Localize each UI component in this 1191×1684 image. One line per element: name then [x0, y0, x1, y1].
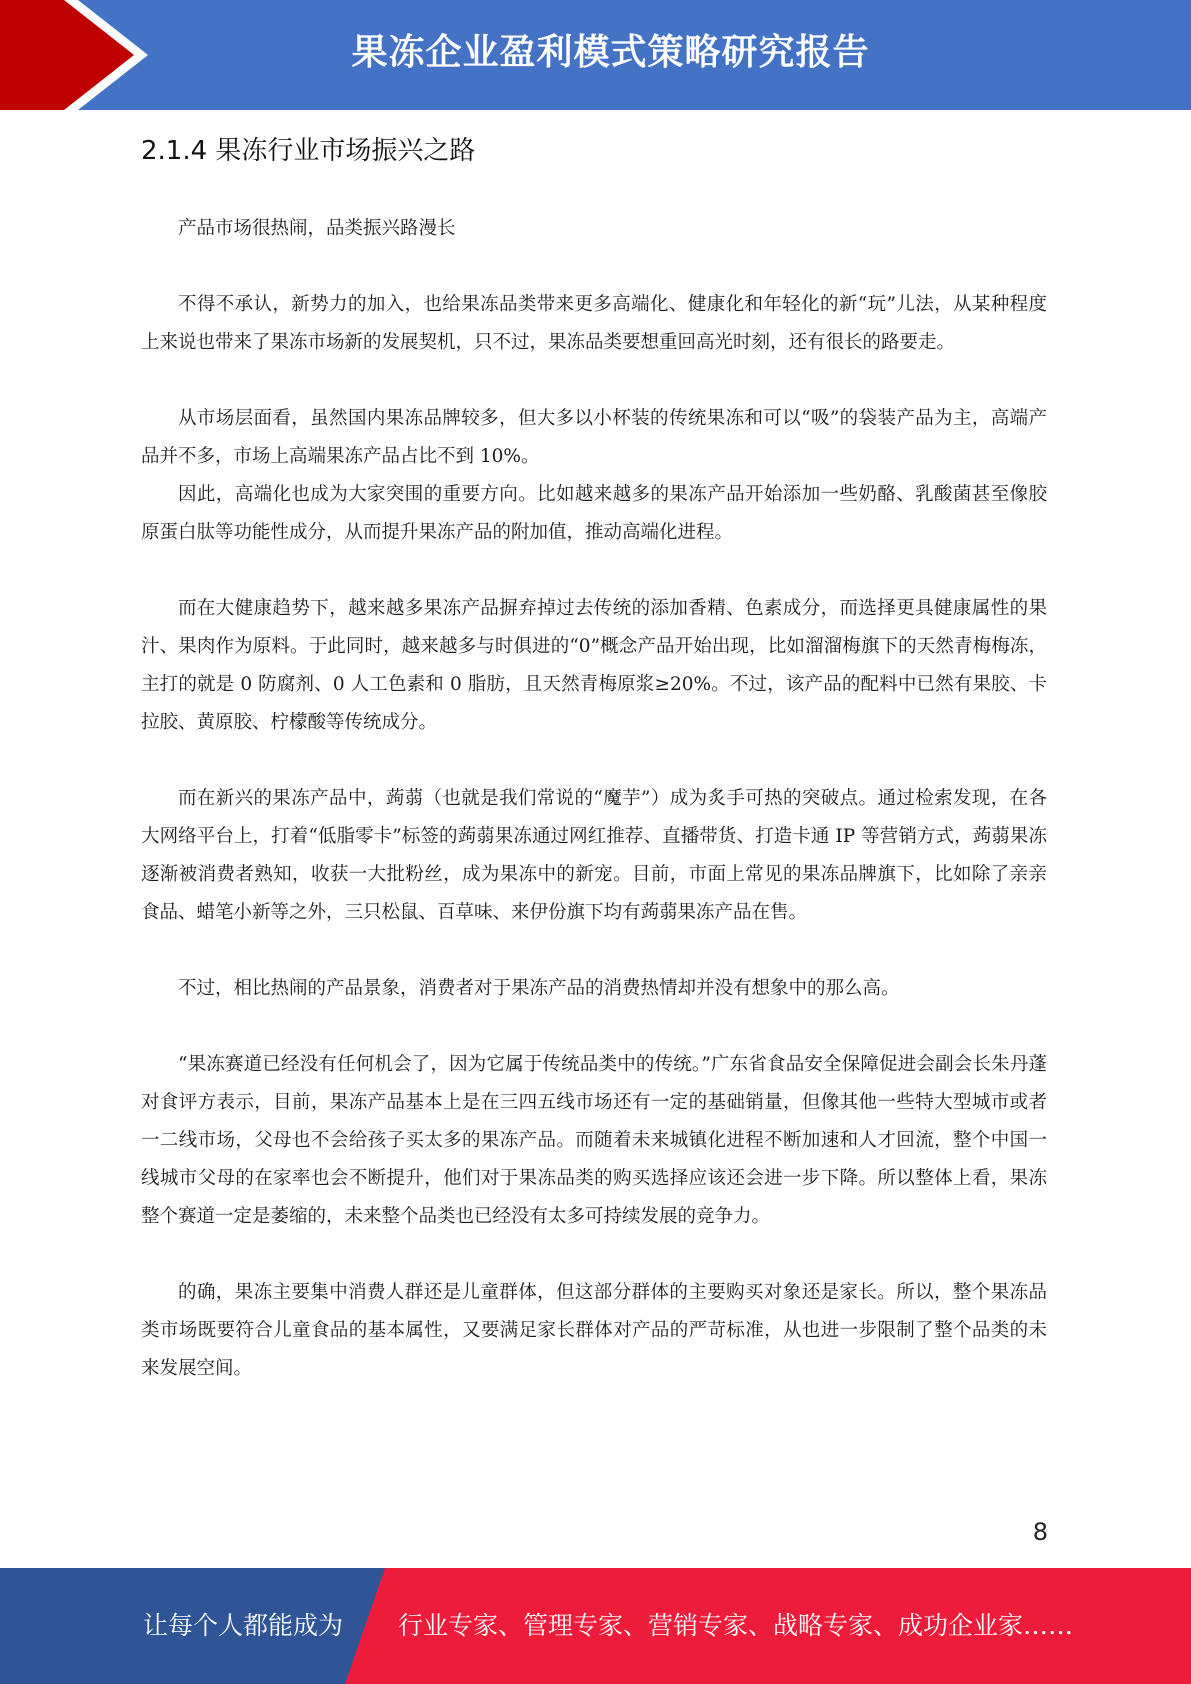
paragraph: 因此，高端化也成为大家突围的重要方向。比如越来越多的果冻产品开始添加一些奶酪、乳酸菌甚至像胶原蛋白肽等功能性成分，从而提升果冻产品的附加值，推动高端化进程。	[141, 484, 1047, 543]
page-number: 8	[1032, 1518, 1048, 1546]
footer-slogan-left: 让每个人都能成为	[143, 1611, 344, 1640]
paragraph: 产品市场很热闹，品类振兴路漫长	[178, 218, 456, 239]
paragraph: “果冻赛道已经没有任何机会了，因为它属于传统品类中的传统。”广东省食品安全保障促进会副会长朱丹蓬对食评方表示，目前，果冻产品基本上是在三四五线市场还有一定的基础销量，但像其他一些特大型城市或者一二线市场，父母也不会给孩子买太多的果冻产品。而随着未来城镇化进程不断加速和人才回流，整个中国一线城市父母的在家率也会不断提升，他们对于果冻品类的购买选择应该还会进一步下降。所以整体上看，果冻整个赛道一定是萎缩的，未来整个品类也已经没有太多可持续发展的竞争力。	[141, 1054, 1047, 1227]
page-footer	[0, 1568, 1191, 1684]
section-heading: 2.1.4 果冻行业市场振兴之路	[141, 136, 476, 166]
page-header	[0, 0, 1191, 110]
footer-slogan-right: 行业专家、管理专家、营销专家、战略专家、成功企业家……	[398, 1611, 1074, 1640]
paragraph: 而在大健康趋势下，越来越多果冻产品摒弃掉过去传统的添加香精、色素成分，而选择更具健康属性的果汁、果肉作为原料。于此同时，越来越多与时俱进的“0”概念产品开始出现，比如溜溜梅旗下的天然青梅梅冻，主打的就是 0 防腐剂、0 人工色素和 0 脂肪，且天然青梅原浆≥20%。不过，该产品的配料中已然有果胶、卡拉胶、黄原胶、柠檬酸等传统成分。	[141, 598, 1047, 733]
body-text	[141, 210, 1047, 1426]
paragraph: 而在新兴的果冻产品中，蒟蒻（也就是我们常说的“魔芋”）成为炙手可热的突破点。通过检索发现，在各大网络平台上，打着“低脂零卡”标签的蒟蒻果冻通过网红推荐、直播带货、打造卡通 IP 等营销方式，蒟蒻果冻逐渐被消费者熟知，收获一大批粉丝，成为果冻中的新宠。目前，市面上常见的果冻品牌旗下，比如除了亲亲食品、蜡笔小新等之外，三只松鼠、百草味、来伊份旗下均有蒟蒻果冻产品在售。	[141, 788, 1047, 923]
paragraph: 不过，相比热闹的产品景象，消费者对于果冻产品的消费热情却并没有想象中的那么高。	[178, 978, 900, 999]
header-title: 果冻企业盈利模式策略研究报告	[351, 32, 870, 73]
paragraph: 从市场层面看，虽然国内果冻品牌较多，但大多以小杯装的传统果冻和可以“吸”的袋装产品为主，高端产品并不多，市场上高端果冻产品占比不到 10%。	[141, 408, 1047, 467]
paragraph: 的确，果冻主要集中消费人群还是儿童群体，但这部分群体的主要购买对象还是家长。所以，整个果冻品类市场既要符合儿童食品的基本属性，又要满足家长群体对产品的严苛标准，从也进一步限制了整个品类的未来发展空间。	[141, 1282, 1047, 1379]
paragraph: 不得不承认，新势力的加入，也给果冻品类带来更多高端化、健康化和年轻化的新“玩”儿法，从某种程度上来说也带来了果冻市场新的发展契机，只不过，果冻品类要想重回高光时刻，还有很长的路要走。	[141, 294, 1047, 353]
